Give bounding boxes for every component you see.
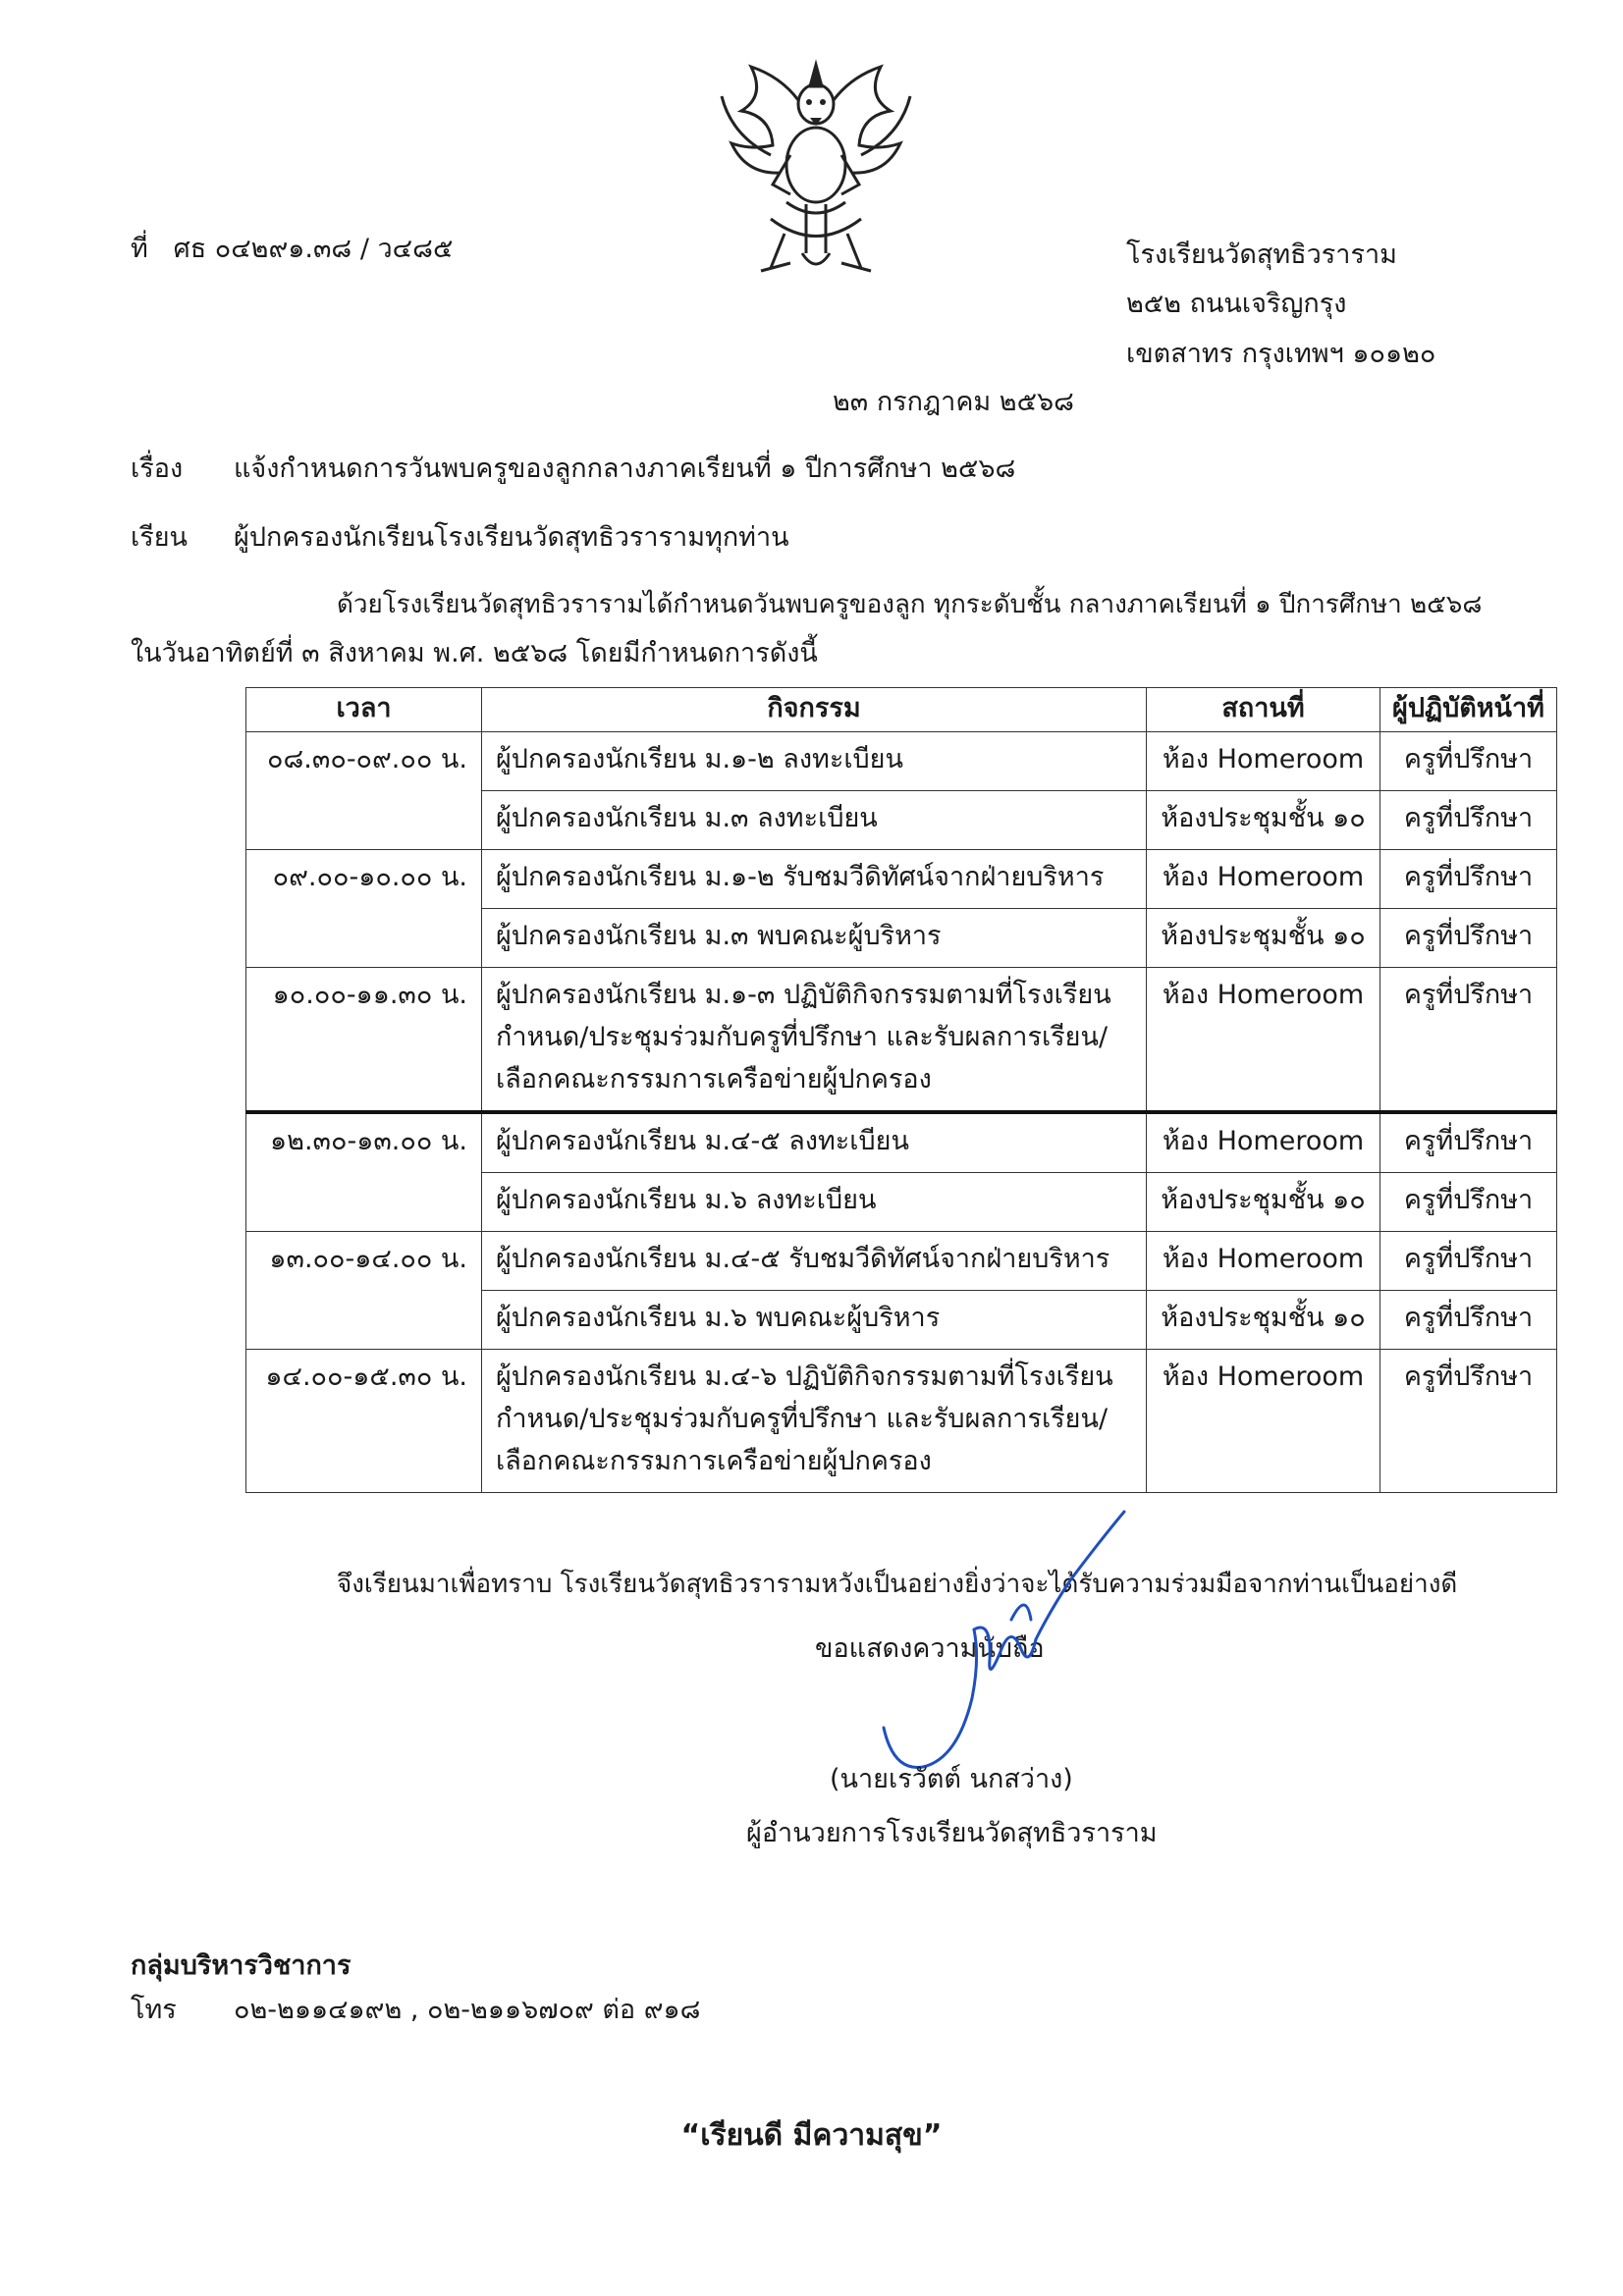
reference-label: ที่ bbox=[131, 234, 148, 264]
staff-cell: ครูที่ปรึกษา bbox=[1380, 850, 1557, 909]
schedule-table bbox=[245, 687, 1557, 1493]
activity-line: เลือกคณะกรรมการเครือข่ายผู้ปกครอง bbox=[495, 1446, 932, 1476]
time-cell: ๑๔.๐๐-๑๕.๓๐ น. bbox=[246, 1350, 482, 1493]
place-cell: ห้อง Homeroom bbox=[1147, 1350, 1380, 1493]
column-header-time: เวลา bbox=[246, 688, 482, 732]
column-header-staff: ผู้ปฏิบัติหน้าที่ bbox=[1380, 688, 1557, 732]
place-cell: ห้อง Homeroom bbox=[1147, 968, 1380, 1113]
subject-label: เรื่อง bbox=[131, 454, 184, 484]
time-cell: ๑๓.๐๐-๑๔.๐๐ น. bbox=[246, 1232, 482, 1350]
signer-title: ผู้อำนวยการโรงเรียนวัดสุทธิวราราม bbox=[746, 1818, 1158, 1848]
activity-cell: ผู้ปกครองนักเรียน ม.๑-๒ รับชมวีดิทัศน์จากฝ่ายบริหาร bbox=[481, 850, 1146, 909]
activity-cell: ผู้ปกครองนักเรียน ม.๑-๒ ลงทะเบียน bbox=[481, 732, 1146, 791]
table-row bbox=[246, 1112, 1557, 1173]
body-line-1: ด้วยโรงเรียนวัดสุทธิวรารามได้กำหนดวันพบครูของลูก ทุกระดับชั้น กลางภาคเรียนที่ ๑ ปีการศึกษา ๒๕๖๘ bbox=[337, 590, 1483, 619]
activity-cell: ผู้ปกครองนักเรียน ม.๖ พบคณะผู้บริหาร bbox=[481, 1291, 1146, 1350]
place-cell: ห้อง Homeroom bbox=[1147, 1232, 1380, 1291]
place-cell: ห้อง Homeroom bbox=[1147, 732, 1380, 791]
letter-date: ๒๓ กรกฎาคม ๒๕๖๘ bbox=[833, 387, 1074, 417]
school-name: โรงเรียนวัดสุทธิวราราม bbox=[1126, 240, 1397, 270]
place-cell: ห้อง Homeroom bbox=[1147, 850, 1380, 909]
activity-line: ผู้ปกครองนักเรียน ม.๑-๓ ปฏิบัติกิจกรรมตามที่โรงเรียน bbox=[495, 980, 1111, 1010]
phone-label: โทร bbox=[131, 1995, 177, 2025]
staff-cell: ครูที่ปรึกษา bbox=[1380, 1350, 1557, 1493]
address-line-1: ๒๕๒ ถนนเจริญกรุง bbox=[1126, 289, 1347, 319]
activity-cell: ผู้ปกครองนักเรียน ม.๓ ลงทะเบียน bbox=[481, 791, 1146, 850]
body-line-2: ในวันอาทิตย์ที่ ๓ สิงหาคม พ.ศ. ๒๕๖๘ โดยมีกำหนดการดังนี้ bbox=[131, 638, 818, 668]
address-line-2: เขตสาทร กรุงเทพฯ ๑๐๑๒๐ bbox=[1126, 339, 1436, 369]
column-header-activity: กิจกรรม bbox=[481, 688, 1146, 732]
table-row bbox=[246, 850, 1557, 909]
activity-line: กำหนด/ประชุมร่วมกับครูที่ปรึกษา และรับผลการเรียน/ bbox=[495, 1404, 1109, 1434]
phone-number: ๐๒-๒๑๑๔๑๙๒ , ๐๒-๒๑๑๖๗๐๙ ต่อ ๙๑๘ bbox=[234, 1995, 701, 2025]
activity-cell bbox=[481, 968, 1146, 1113]
table-row bbox=[246, 732, 1557, 791]
table-row bbox=[246, 1232, 1557, 1291]
staff-cell: ครูที่ปรึกษา bbox=[1380, 791, 1557, 850]
time-cell: ๐๙.๐๐-๑๐.๐๐ น. bbox=[246, 850, 482, 968]
closing-regards: ขอแสดงความนับถือ bbox=[815, 1633, 1045, 1664]
place-cell: ห้องประชุมชั้น ๑๐ bbox=[1147, 1291, 1380, 1350]
activity-cell bbox=[481, 1350, 1146, 1493]
reference-line bbox=[131, 232, 453, 267]
place-cell: ห้อง Homeroom bbox=[1147, 1112, 1380, 1173]
signer-name: (นายเรวัตต์ นกสว่าง) bbox=[830, 1764, 1073, 1794]
school-motto: “เรียนดี มีความสุข” bbox=[680, 2118, 943, 2153]
activity-line: ผู้ปกครองนักเรียน ม.๔-๖ ปฏิบัติกิจกรรมตามที่โรงเรียน bbox=[495, 1362, 1113, 1392]
reference-number: ศธ ๐๔๒๙๑.๓๘ / ว๔๘๕ bbox=[173, 234, 454, 264]
staff-cell: ครูที่ปรึกษา bbox=[1380, 1291, 1557, 1350]
activity-line: กำหนด/ประชุมร่วมกับครูที่ปรึกษา และรับผลการเรียน/ bbox=[495, 1022, 1109, 1052]
place-cell: ห้องประชุมชั้น ๑๐ bbox=[1147, 909, 1380, 968]
staff-cell: ครูที่ปรึกษา bbox=[1380, 909, 1557, 968]
place-cell: ห้องประชุมชั้น ๑๐ bbox=[1147, 791, 1380, 850]
closing-line: จึงเรียนมาเพื่อทราบ โรงเรียนวัดสุทธิวรารามหวังเป็นอย่างยิ่งว่าจะได้รับความร่วมมือจากท่านเป็นอย่างดี bbox=[337, 1570, 1458, 1599]
staff-cell: ครูที่ปรึกษา bbox=[1380, 1232, 1557, 1291]
recipient-label: เรียน bbox=[131, 522, 189, 553]
staff-cell: ครูที่ปรึกษา bbox=[1380, 1173, 1557, 1232]
recipient-text: ผู้ปกครองนักเรียนโรงเรียนวัดสุทธิวรารามทุกท่าน bbox=[234, 522, 789, 553]
time-cell: ๑๒.๓๐-๑๓.๐๐ น. bbox=[246, 1112, 482, 1232]
garuda-emblem-icon bbox=[712, 57, 920, 279]
place-cell: ห้องประชุมชั้น ๑๐ bbox=[1147, 1173, 1380, 1232]
table-header-row bbox=[246, 688, 1557, 732]
column-header-place: สถานที่ bbox=[1147, 688, 1380, 732]
activity-cell: ผู้ปกครองนักเรียน ม.๔-๕ ลงทะเบียน bbox=[481, 1112, 1146, 1173]
table-row bbox=[246, 1350, 1557, 1493]
activity-cell: ผู้ปกครองนักเรียน ม.๓ พบคณะผู้บริหาร bbox=[481, 909, 1146, 968]
activity-line: เลือกคณะกรรมการเครือข่ายผู้ปกครอง bbox=[495, 1064, 932, 1095]
time-cell: ๐๘.๓๐-๐๙.๐๐ น. bbox=[246, 732, 482, 850]
staff-cell: ครูที่ปรึกษา bbox=[1380, 968, 1557, 1113]
activity-cell: ผู้ปกครองนักเรียน ม.๖ ลงทะเบียน bbox=[481, 1173, 1146, 1232]
handwritten-signature bbox=[864, 1502, 1159, 1787]
staff-cell: ครูที่ปรึกษา bbox=[1380, 732, 1557, 791]
activity-cell: ผู้ปกครองนักเรียน ม.๔-๕ รับชมวีดิทัศน์จากฝ่ายบริหาร bbox=[481, 1232, 1146, 1291]
staff-cell: ครูที่ปรึกษา bbox=[1380, 1112, 1557, 1173]
subject-text: แจ้งกำหนดการวันพบครูของลูกกลางภาคเรียนที่ ๑ ปีการศึกษา ๒๕๖๘ bbox=[234, 454, 1016, 484]
table-row bbox=[246, 968, 1557, 1113]
time-cell: ๑๐.๐๐-๑๑.๓๐ น. bbox=[246, 968, 482, 1113]
department-name: กลุ่มบริหารวิชาการ bbox=[131, 1950, 352, 1981]
